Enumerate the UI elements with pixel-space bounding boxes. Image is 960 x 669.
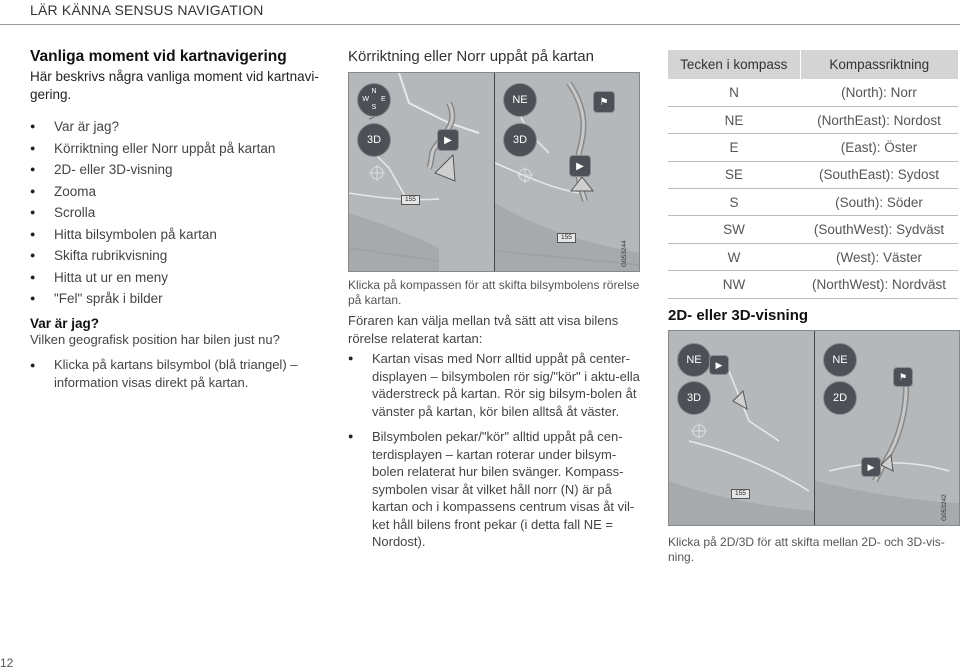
compass-ne-button-left[interactable]: NE	[677, 343, 711, 377]
table-cell: SW	[668, 216, 800, 243]
table-cell: NE	[668, 106, 800, 133]
table-cell: (North): Norr	[800, 79, 958, 106]
table-cell: N	[668, 79, 800, 106]
table-row	[668, 243, 958, 270]
direction-caption: Klicka på kompassen för att skifta bilsymbolens rörelse på kartan.	[348, 278, 640, 307]
table-cell: E	[668, 134, 800, 161]
table-cell: (West): Väster	[800, 243, 958, 270]
table-cell: (East): Öster	[800, 134, 958, 161]
table-cell: S	[668, 189, 800, 216]
road-number-label: 155	[557, 233, 576, 243]
view-3d-button-right[interactable]: 3D	[503, 123, 537, 157]
view-3d-button-left[interactable]: 3D	[357, 123, 391, 157]
column-header: Kompassriktning	[800, 50, 958, 79]
list-item: ● Skifta rubrikvisning	[30, 245, 320, 267]
view-2d-button[interactable]: 2D	[823, 381, 857, 415]
road-number-label: 155	[401, 195, 420, 205]
list-item: ● Scrolla	[30, 202, 320, 224]
view-mode-heading: 2D- eller 3D-visning	[668, 307, 809, 324]
list-item: ● "Fel" språk i bilder	[30, 288, 320, 310]
main-heading: Vanliga moment vid kartnavigering	[30, 48, 287, 65]
table-row	[668, 271, 958, 298]
column-left	[30, 48, 320, 392]
table-header-row	[668, 50, 958, 79]
play-icon[interactable]: ▶	[709, 355, 729, 375]
section-title: LÄR KÄNNA SENSUS NAVIGATION	[30, 2, 264, 18]
list-item: ● Zooma	[30, 181, 320, 203]
destination-flag-icon: ⚑	[893, 367, 913, 387]
direction-lead: Föraren kan välja mellan två sätt att visa bilens rörelse relaterat kartan:	[348, 313, 619, 346]
table-row	[668, 134, 958, 161]
table-cell: (SouthEast): Sydost	[800, 161, 958, 188]
compass-ne-button-right[interactable]: NE	[823, 343, 857, 377]
table-row	[668, 189, 958, 216]
list-item: ● Var är jag?	[30, 116, 320, 138]
view-3d-button[interactable]: 3D	[677, 381, 711, 415]
compass-table	[668, 50, 958, 299]
table-cell: (SouthWest): Sydväst	[800, 216, 958, 243]
direction-map-illustration	[348, 72, 640, 272]
where-am-i-heading: Var är jag?	[30, 315, 100, 331]
table-cell: SE	[668, 161, 800, 188]
header-divider	[0, 24, 960, 25]
destination-flag-icon: ⚑	[593, 91, 615, 113]
table-cell: (NorthWest): Nordväst	[800, 271, 958, 298]
page-number: 12	[0, 656, 14, 669]
heading-direction: Körriktning eller Norr uppåt på kartan	[348, 48, 594, 65]
intro-text: Här beskrivs några vanliga moment vid kartnavi-gering.	[30, 69, 319, 102]
table-cell: (NorthEast): Nordost	[800, 106, 958, 133]
list-item: ● 2D- eller 3D-visning	[30, 159, 320, 181]
view-mode-map-illustration	[668, 330, 960, 526]
view-mode-caption: Klicka på 2D/3D för att skifta mellan 2D- och 3D-vis-ning.	[668, 535, 945, 564]
table-row	[668, 106, 958, 133]
list-item: ● Kartan visas med Norr alltid uppåt på center-displayen – bilsymbolen rör sig/"kör" i aktu-ella väderstreck på kartan. Rör sig bilsym-bolen åt vänster på kartan, kör bilen alltså åt väster.	[348, 350, 640, 420]
direction-list	[348, 350, 640, 551]
image-code: G053244	[621, 240, 628, 267]
map-divider	[494, 73, 495, 272]
table-row	[668, 161, 958, 188]
play-icon[interactable]: ▶	[569, 155, 591, 177]
compass-north-button[interactable]: N W E S	[357, 83, 391, 117]
table-cell: W	[668, 243, 800, 270]
topic-list	[30, 116, 320, 310]
road-number-label: 155	[731, 489, 750, 499]
column-header: Tecken i kompass	[668, 50, 800, 79]
play-icon[interactable]: ▶	[437, 129, 459, 151]
list-item: ● Klicka på kartans bilsymbol (blå triangel) – information visas direkt på kartan.	[30, 356, 320, 392]
list-item: ● Bilsymbolen pekar/"kör" alltid uppåt på cen-terdisplayen – kartan roterar under bilsym-bolen relaterat hur bilen svänger. Kompass-symbolen visar åt vilket håll norr (N) är på kartan och i kompassens centrum visas åt vil-ket håll bilens front pekar (i detta fall NE = Nordost).	[348, 428, 640, 551]
map-divider	[814, 331, 815, 526]
table-row	[668, 79, 958, 106]
where-am-i-list	[30, 356, 320, 392]
table-cell: (South): Söder	[800, 189, 958, 216]
list-item: ● Hitta bilsymbolen på kartan	[30, 224, 320, 246]
table-row	[668, 216, 958, 243]
image-code: G053242	[941, 494, 948, 521]
play-icon[interactable]: ▶	[861, 457, 881, 477]
table-cell: NW	[668, 271, 800, 298]
list-item: ● Körriktning eller Norr uppåt på kartan	[30, 138, 320, 160]
where-am-i-text: Vilken geografisk position har bilen just nu?	[30, 331, 280, 347]
compass-ne-button[interactable]: NE	[503, 83, 537, 117]
list-item: ● Hitta ut ur en meny	[30, 267, 320, 289]
